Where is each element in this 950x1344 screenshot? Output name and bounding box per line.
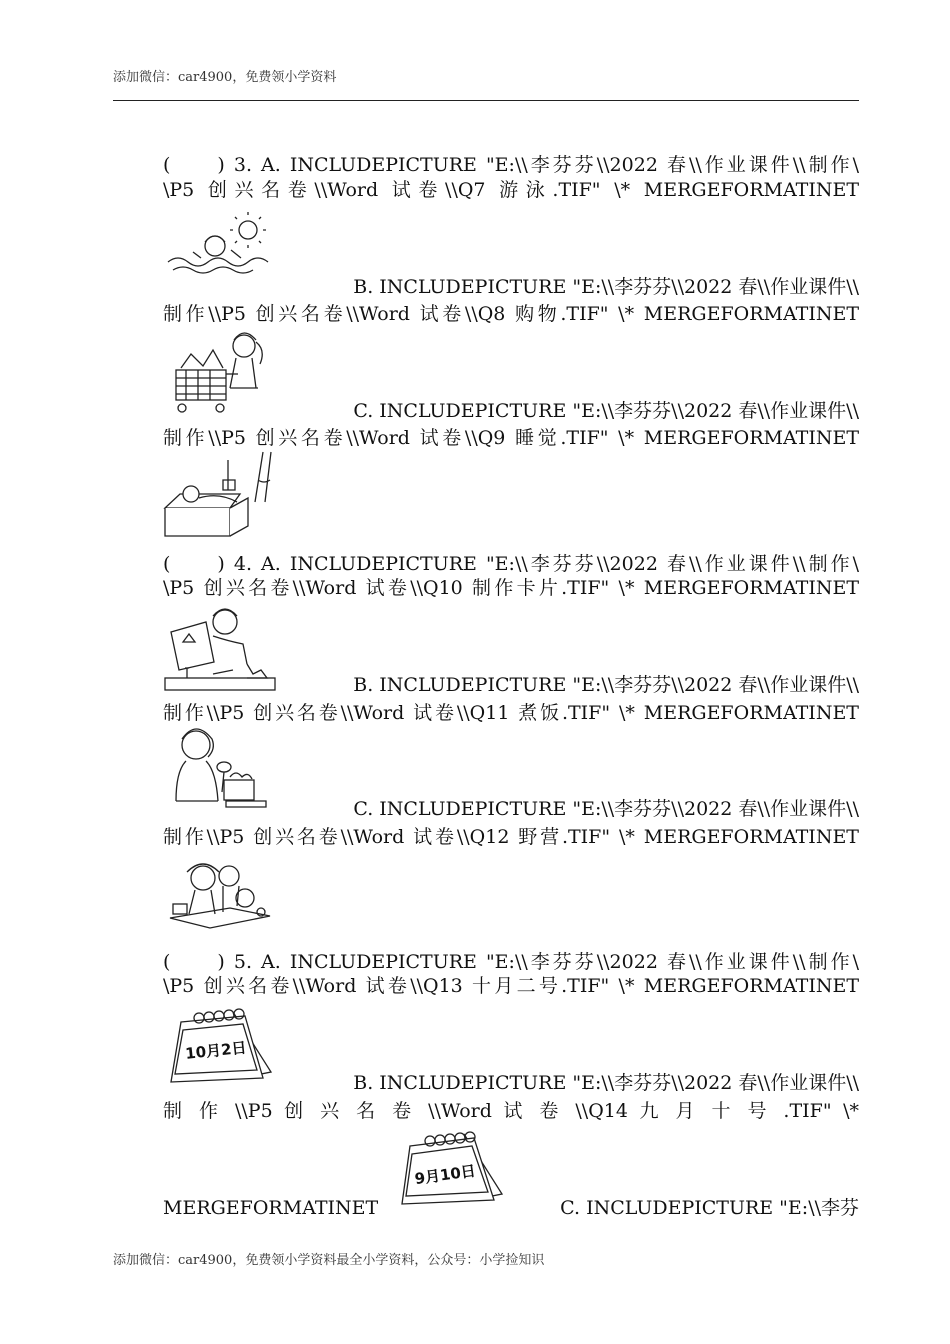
q3-option-b-line1: B. INCLUDEPICTURE "E:\\李芬芬\\2022 春\\作业课件\\ bbox=[353, 276, 859, 298]
q5-option-a-line1: ( ) 5. A. INCLUDEPICTURE "E:\\李芬芬\\2022 春\\作业课件\\制作\ bbox=[163, 951, 859, 973]
q3-option-a-line2: \P5 创兴名卷\\Word 试卷\\Q7 游泳.TIF" \* MERGEFORMATINET bbox=[163, 179, 859, 201]
calendar-sep-10-picture bbox=[394, 1126, 506, 1206]
q3-option-c-line2: 制作\\P5 创兴名卷\\Word 试卷\\Q9 睡觉.TIF" \* MERGEFORMATINET bbox=[163, 427, 859, 449]
q5-option-a-line2: \P5 创兴名卷\\Word 试卷\\Q13 十月二号.TIF" \* MERGEFORMATINET bbox=[163, 975, 859, 997]
sleeping-picture bbox=[163, 450, 278, 540]
q4-option-c-line1: C. INCLUDEPICTURE "E:\\李芬芬\\2022 春\\作业课件\\ bbox=[353, 798, 859, 820]
swimming-picture bbox=[163, 212, 278, 274]
q4-option-a-line1: ( ) 4. A. INCLUDEPICTURE "E:\\李芬芬\\2022 春\\作业课件\\制作\ bbox=[163, 553, 859, 575]
q4-option-c-line2: 制作\\P5 创兴名卷\\Word 试卷\\Q12 野营.TIF" \* MERGEFORMATINET bbox=[163, 826, 859, 848]
q5-option-c-line1: C. INCLUDEPICTURE "E:\\李芬 bbox=[560, 1197, 859, 1219]
q4-option-b-line1: B. INCLUDEPICTURE "E:\\李芬芬\\2022 春\\作业课件\\ bbox=[353, 674, 859, 696]
calendar-sep-10-label: 9月10日 bbox=[413, 1161, 477, 1189]
q3-option-c-line1: C. INCLUDEPICTURE "E:\\李芬芬\\2022 春\\作业课件\\ bbox=[353, 400, 859, 422]
q3-option-b-line2: 制作\\P5 创兴名卷\\Word 试卷\\Q8 购物.TIF" \* MERGEFORMATINET bbox=[163, 303, 859, 325]
camping-picture bbox=[165, 856, 277, 936]
page-header: 添加微信：car4900，免费领小学资料 bbox=[113, 70, 337, 85]
q5-option-b-line2: 制 作 \\P5 创 兴 名 卷 \\Word 试 卷 \\Q14 九 月 十 号 .TIF" \* bbox=[163, 1100, 859, 1122]
q3-option-a-line1: ( ) 3. A. INCLUDEPICTURE "E:\\李芬芬\\2022 春\\作业课件\\制作\ bbox=[163, 154, 859, 176]
header-rule bbox=[113, 100, 859, 101]
q4-option-b-line2: 制作\\P5 创兴名卷\\Word 试卷\\Q11 煮饭.TIF" \* MERGEFORMATINET bbox=[163, 702, 859, 724]
q4-option-a-line2: \P5 创兴名卷\\Word 试卷\\Q10 制作卡片.TIF" \* MERGEFORMATINET bbox=[163, 577, 859, 599]
q5-option-b-line3: MERGEFORMATINET bbox=[163, 1197, 379, 1219]
calendar-oct-2-label: 10月2日 bbox=[184, 1038, 248, 1063]
page-footer: 添加微信：car4900，免费领小学资料最全小学资料，公众号：小学捡知识 bbox=[113, 1253, 545, 1268]
q5-option-b-line1: B. INCLUDEPICTURE "E:\\李芬芬\\2022 春\\作业课件\\ bbox=[353, 1072, 859, 1094]
